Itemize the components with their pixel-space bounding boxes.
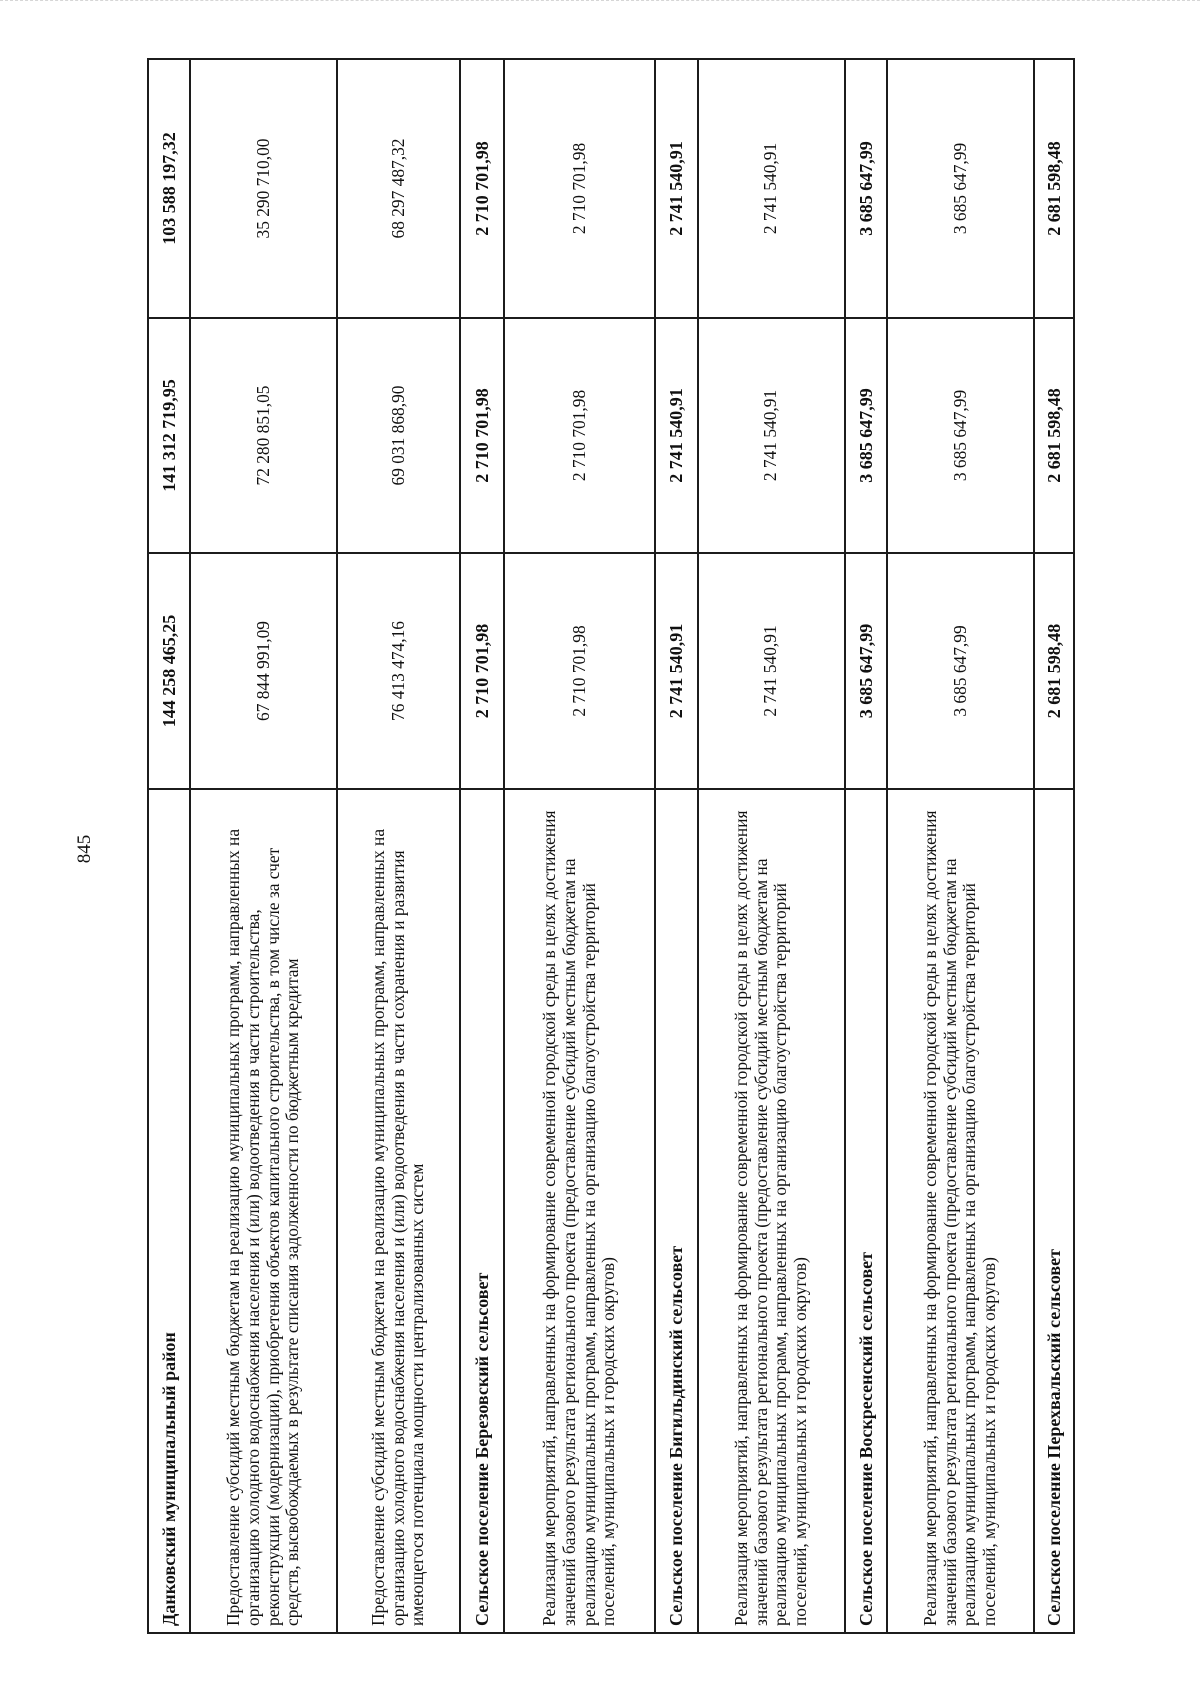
table-row-voskresensky-settlement (845, 59, 887, 1633)
value-cell-year-1: 2 741 540,91 (655, 553, 697, 789)
row-name-cell: Сельское поселение Березовский сельсовет (460, 789, 505, 1633)
rotated-page-content (147, 60, 1075, 1634)
row-name-cell: Данковский муниципальный район (148, 789, 190, 1633)
value-cell-year-2: 69 031 868,90 (337, 318, 459, 553)
value-cell-year-1: 67 844 991,09 (190, 553, 337, 789)
value-cell-year-1: 2 741 540,91 (698, 553, 845, 789)
value-cell-year-1: 76 413 474,16 (337, 553, 459, 789)
table-row-berezovsky-urban-environment (504, 59, 655, 1633)
value-cell-year-3: 3 685 647,99 (887, 59, 1034, 318)
value-cell-year-3: 2 710 701,98 (460, 59, 505, 318)
table-row-berezovsky-settlement (460, 59, 505, 1633)
value-cell-year-3: 68 297 487,32 (337, 59, 459, 318)
value-cell-year-2: 2 681 598,48 (1034, 318, 1074, 553)
row-name-cell: Сельское поселение Бигильдинский сельсовет (655, 789, 697, 1633)
value-cell-year-2: 2 710 701,98 (504, 318, 655, 553)
value-cell-year-3: 103 588 197,32 (148, 59, 190, 318)
table-row-voskresensky-urban-environment (887, 59, 1034, 1633)
table-row-water-supply-construction (190, 59, 337, 1633)
value-cell-year-1: 144 258 465,25 (148, 553, 190, 789)
value-cell-year-1: 3 685 647,99 (887, 553, 1034, 789)
value-cell-year-1: 3 685 647,99 (845, 553, 887, 789)
value-cell-year-2: 3 685 647,99 (845, 318, 887, 553)
table-row-bigildinsky-urban-environment (698, 59, 845, 1633)
value-cell-year-1: 2 710 701,98 (460, 553, 505, 789)
value-cell-year-1: 2 681 598,48 (1034, 553, 1074, 789)
budget-table (147, 58, 1075, 1634)
value-cell-year-3: 2 681 598,48 (1034, 59, 1074, 318)
value-cell-year-3: 35 290 710,00 (190, 59, 337, 318)
value-cell-year-3: 2 741 540,91 (698, 59, 845, 318)
value-cell-year-3: 3 685 647,99 (845, 59, 887, 318)
row-name-cell: Сельское поселение Перехвальский сельсовет (1034, 789, 1074, 1633)
value-cell-year-2: 2 741 540,91 (698, 318, 845, 553)
value-cell-year-3: 2 710 701,98 (504, 59, 655, 318)
value-cell-year-3: 2 741 540,91 (655, 59, 697, 318)
value-cell-year-1: 2 710 701,98 (504, 553, 655, 789)
table-row-perekhvalsky-settlement (1034, 59, 1074, 1633)
table-row-dankovsky-district (148, 59, 190, 1633)
row-name-cell: Реализация мероприятий, направленных на формирование современной городской среды в целях достижения значений базового результата регионального проекта (предоставление субсидий местным бюджетам на реализацию муниципальных программ, направленных на организацию благоустройства территорий поселений, муниципальных и городских округов) (698, 789, 845, 1633)
page-number: 845 (74, 834, 95, 864)
table-row-water-supply-capacity (337, 59, 459, 1633)
value-cell-year-2: 72 280 851,05 (190, 318, 337, 553)
scan-edge (0, 0, 1200, 15)
value-cell-year-2: 2 741 540,91 (655, 318, 697, 553)
value-cell-year-2: 141 312 719,95 (148, 318, 190, 553)
row-name-cell: Предоставление субсидий местным бюджетам на реализацию муниципальных программ, направленных на организацию холодного водоснабжения населения и (или) водоотведения в части сохранения и развития имеющегося потенциала мощности централизованных систем (337, 789, 459, 1633)
row-name-cell: Реализация мероприятий, направленных на формирование современной городской среды в целях достижения значений базового результата регионального проекта (предоставление субсидий местным бюджетам на реализацию муниципальных программ, направленных на организацию благоустройства территорий поселений, муниципальных и городских округов) (504, 789, 655, 1633)
row-name-cell: Сельское поселение Воскресенский сельсовет (845, 789, 887, 1633)
value-cell-year-2: 2 710 701,98 (460, 318, 505, 553)
value-cell-year-2: 3 685 647,99 (887, 318, 1034, 553)
table-row-bigildinsky-settlement (655, 59, 697, 1633)
row-name-cell: Предоставление субсидий местным бюджетам на реализацию муниципальных программ, направленных на организацию холодного водоснабжения населения и (или) водоотведения в части строительства, реконструкции (модернизации), приобретения объектов капитального строительства, в том числе за счет средств, высвобождаемых в результате списания задолженности по бюджетным кредитам (190, 789, 337, 1633)
row-name-cell: Реализация мероприятий, направленных на формирование современной городской среды в целях достижения значений базового результата регионального проекта (предоставление субсидий местным бюджетам на реализацию муниципальных программ, направленных на организацию благоустройства территорий поселений, муниципальных и городских округов) (887, 789, 1034, 1633)
